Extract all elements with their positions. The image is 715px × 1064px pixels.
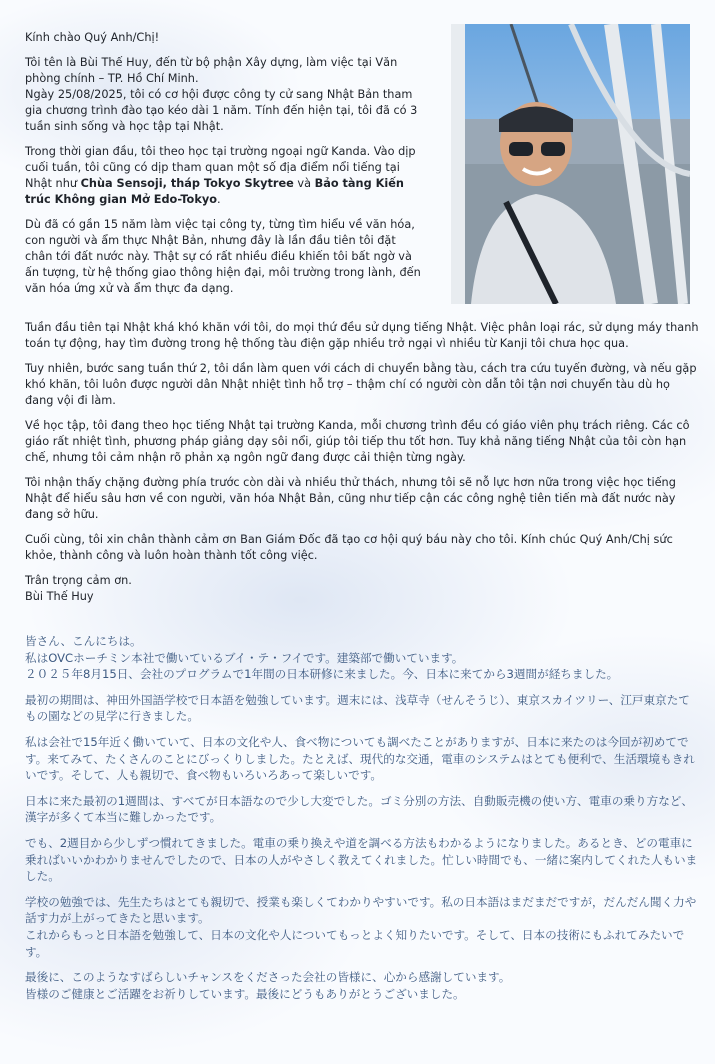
jp-thanks-line: 皆様のご健康とご活躍をお祈りしています。最後にどうもありがとうございました。	[25, 986, 465, 1001]
places-bold: Bảo tàng Kiến trúc Không gian Mở Edo-Tokyo	[25, 177, 404, 206]
vietnamese-letter-body	[25, 320, 699, 605]
signature: Bùi Thế Huy	[25, 590, 94, 603]
closing: Trân trọng cảm ơn.	[25, 574, 132, 587]
second-week-paragraph: Tuy nhiên, bước sang tuần thứ 2, tôi dần làm quen với cách di chuyển bằng tàu, cách tra cứu tuyến đường, và nếu gặp khó khăn, tôi luôn được người dân Nhật nhiệt tình hỗ trợ – thậm chí có người còn dẫn tôi tận nơi chuyển tàu dù họ đang vội đi làm.	[25, 362, 697, 407]
places-bold: Chùa Sensoji, tháp Tokyo Skytree	[80, 177, 294, 190]
places-paragraph	[25, 144, 425, 208]
intro-line: Tôi tên là Bùi Thế Huy, đến từ bộ phận Xây dựng, làm việc tại Văn phòng chính – TP. Hồ Chí Minh.	[25, 56, 398, 85]
jp-impression-paragraph: 私は会社で15年近く働いていて、日本の文化や人、食べ物についても調べたことがありますが、日本に来たのは今回が初めてです。来てみて、たくさんのことにびっくりしました。たとえば、現代的な交通，電車のシステムはとても便利で、生活環境もきれいです。そして、人も親切で、食べ物もいろいろあって楽しいです。	[25, 734, 695, 783]
jp-first-week-paragraph: 日本に来た最初の1週間は、すべてが日本語なので少し大変でした。ゴミ分別の方法、自動販売機の使い方、電車の乗り方など、漢字が多くて本当に難しかったです。	[25, 793, 693, 825]
future-paragraph: Tôi nhận thấy chặng đường phía trước còn dài và nhiều thử thách, nhưng tôi sẽ nỗ lực hơn nữa trong việc học tiếng Nhật để hiểu sâu hơn về con người, văn hóa Nhật Bản, cũng như tiếp cận các công nghệ tiên tiến mà đất nước này đang sở hữu.	[25, 476, 676, 521]
jp-study-line: これからもっと日本語を勉強して、日本の文化や人についてもっとよく知りたいです。そして、日本の技術にもふれてみたいです。	[25, 927, 685, 959]
jp-thanks-line: 最後に、このようなすばらしいチャンスをくださった会社の皆様に、心から感謝しています。	[25, 970, 511, 985]
closing-block	[25, 573, 699, 605]
jp-thanks-paragraph	[25, 969, 699, 1002]
japanese-letter	[25, 633, 699, 1002]
intro-paragraph	[25, 55, 425, 135]
greeting: Kính chào Quý Anh/Chị!	[25, 31, 160, 44]
vietnamese-letter-intro	[25, 30, 425, 297]
jp-study-line: 学校の勉強では、先生たちはとても親切で、授業も楽しくてわかりやすいです。私の日本語はまだまだですが，だんだん聞く力や話す力が上がってきたと思います。	[25, 894, 697, 926]
portrait-photo-image	[451, 24, 690, 304]
jp-intro-line: 私はOVCホーチミン本社で働いているブイ・テ・フイです。建築部で働いています。	[25, 650, 464, 665]
jp-intro-line: ２０２５年8月15日、会社のプログラムで1年間の日本研修に来ました。今、日本に来てから3週間が経ちました。	[25, 667, 619, 682]
jp-study-paragraph	[25, 894, 699, 960]
thanks-paragraph: Cuối cùng, tôi xin chân thành cảm ơn Ban Giám Đốc đã tạo cơ hội quý báu này cho tôi. Kính chúc Quý Anh/Chị sức khỏe, thành công và luôn hoàn thành tốt công việc.	[25, 533, 673, 562]
places-end: .	[216, 193, 221, 206]
jp-intro-paragraph	[25, 633, 699, 683]
places-text: Trong thời gian đầu, tôi theo học tại trường ngoại ngữ Kanda. Vào dịp cuối tuần, tôi cũng có dịp tham quan một số địa điểm nổi tiếng tại Nhật như	[25, 145, 416, 190]
jp-intro-line: 皆さん、こんにちは。	[25, 634, 142, 648]
jp-places-paragraph: 最初の期間は、神田外国語学校で日本語を勉強しています。週末には、浅草寺（せんそうじ）、東京スカイツリー、江戸東京たてもの園などの見学に行きました。	[25, 692, 690, 724]
places-and: và	[293, 177, 315, 190]
intro-line: Ngày 25/08/2025, tôi có cơ hội được công ty cử sang Nhật Bản tham gia chương trình đào tạo kéo dài 1 năm. Tính đến hiện tại, tôi đã có 3 tuần sinh sống và học tập tại Nhật.	[25, 88, 418, 133]
impression-paragraph: Dù đã có gần 15 năm làm việc tại công ty, từng tìm hiểu về văn hóa, con người và ẩm thực Nhật Bản, nhưng đây là lần đầu tiên tôi đặt chân tới đất nước này. Thật sự có rất nhiều điều khiến tôi bất ngờ và ấn tượng, từ hệ thống giao thông hiện đại, môi trường trong lành, đến văn hóa ứng xử và ẩm thực đa dạng.	[25, 218, 421, 295]
jp-second-week-paragraph: でも、2週目から少しずつ慣れてきました。電車の乗り換えや道を調べる方法もわかるようになりました。あるとき、どの電車に乗ればいいかわかりませんでしたので、日本の人がやさしく教えてくれました。忙しい時間でも、一緒に案内してくれた人もいました。	[25, 835, 698, 884]
portrait-photo	[451, 24, 690, 304]
study-paragraph: Về học tập, tôi đang theo học tiếng Nhật tại trường Kanda, mỗi chương trình đều có giáo viên phụ trách riêng. Các cô giáo rất nhiệt tình, phương pháp giảng dạy sôi nổi, giúp tôi tiếp thu tốt hơn. Tuy khả năng tiếng Nhật của tôi còn hạn chế, nhưng tôi cảm nhận rõ phản xạ ngôn ngữ đang được cải thiện từng ngày.	[25, 419, 690, 464]
first-week-paragraph: Tuần đầu tiên tại Nhật khá khó khăn với tôi, do mọi thứ đều sử dụng tiếng Nhật. Việc phân loại rác, sử dụng máy thanh toán tự động, hay tìm đường trong hệ thống tàu điện gặp nhiều trở ngại vì nhiều từ Kanji tôi chưa học qua.	[25, 321, 699, 350]
